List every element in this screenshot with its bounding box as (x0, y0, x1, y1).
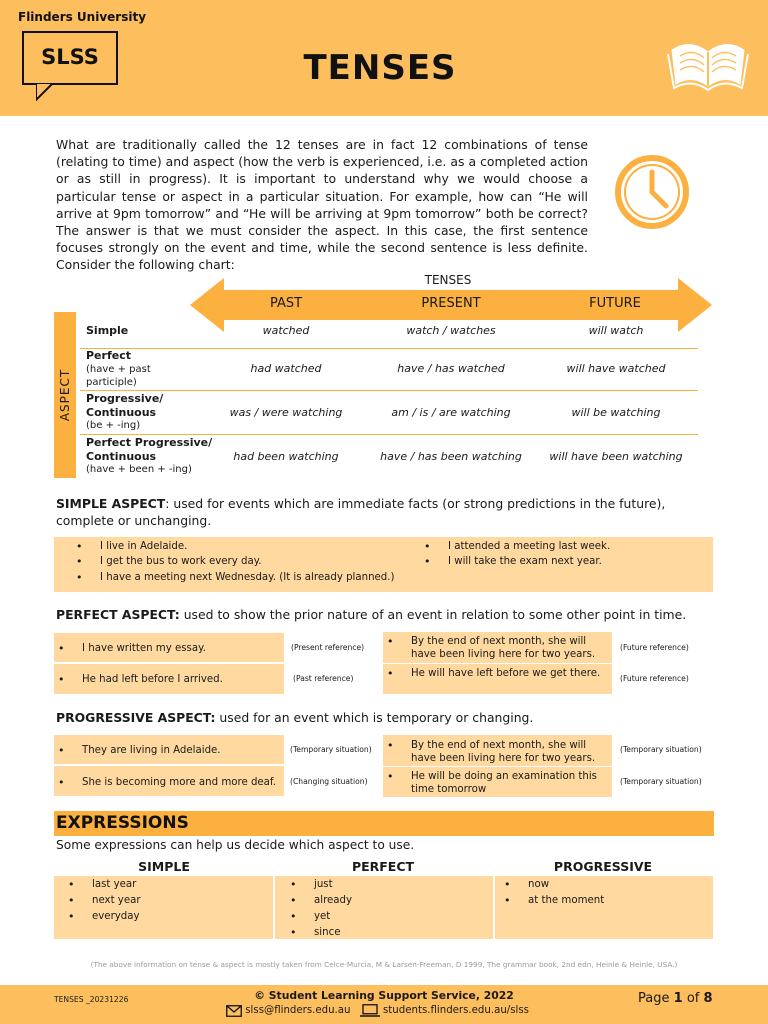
page-of: of (686, 991, 700, 1006)
reference-note: (Future reference) (620, 643, 689, 652)
list-item: • I will take the exam next year. (448, 555, 602, 568)
row-label-progressive-sub: (be + -ing) (86, 420, 141, 431)
reference-note: (Temporary situation) (620, 745, 702, 754)
reference-note: (Temporary situation) (290, 745, 372, 754)
page-title: TENSES (303, 48, 457, 88)
cell-perfect-past: had watched (250, 362, 322, 375)
perfect-aspect-heading (56, 607, 722, 624)
list-item: • They are living in Adelaide. (82, 744, 221, 757)
website-link[interactable]: students.flinders.edu.au/slss (383, 1005, 529, 1016)
cell-simple-future: will watch (588, 324, 644, 337)
page-header (0, 0, 768, 116)
list-item: • already (314, 894, 352, 907)
table-row-progressive (80, 391, 698, 435)
progressive-aspect-title: PROGRESSIVE ASPECT: (56, 710, 216, 725)
page-number (638, 991, 713, 1006)
page-total: 8 (703, 991, 713, 1006)
cell-perfect-progressive-present: have / has been watching (380, 450, 522, 463)
reference-note: (Temporary situation) (620, 777, 702, 786)
tenses-axis-label: TENSES (424, 273, 472, 287)
mail-icon (226, 1005, 242, 1017)
book-icon (666, 32, 750, 94)
cell-perfect-progressive-past: had been watching (233, 450, 339, 463)
reference-note: (Past reference) (293, 674, 354, 683)
list-item: • since (314, 926, 340, 939)
progressive-aspect-heading (56, 710, 722, 727)
list-item: • He had left before I arrived. (82, 673, 223, 686)
cell-perfect-future: will have watched (566, 362, 666, 375)
cell-progressive-present: am / is / are watching (391, 406, 511, 419)
row-label-perfect (86, 349, 198, 390)
list-item: • By the end of next month, she will have been living here for two years. (411, 635, 607, 661)
list-item: • I have a meeting next Wednesday. (It is already planned.) (100, 571, 394, 584)
laptop-icon (360, 1004, 380, 1017)
cell-simple-past: watched (262, 324, 310, 337)
expressions-title: EXPRESSIONS (56, 813, 189, 833)
reference-note: (Future reference) (620, 674, 689, 683)
intro-paragraph: What are traditionally called the 12 tenses are in fact 12 combinations of tense (relating to time) and aspect (how the verb is experienced, i.e. as a completed action or as still in progress). It is important to understand why we would choose a particular tense or aspect in a particular situation. For example, how can “He will arrive at 9pm tomorrow” and “He will be arriving at 9pm tomorrow” both be correct? The answer is that we must consider the aspect. In this case, the first sentence focuses strongly on the event and time, while the second sentence is less definite. Consider the following chart: (56, 137, 588, 273)
page-current: 1 (673, 991, 683, 1006)
list-item: • yet (314, 910, 330, 923)
aspect-axis-label: ASPECT (58, 368, 72, 422)
source-note: (The above information on tense & aspect is mostly taken from Celce-Murcia, M & Larsen-Freeman, D 1999, The grammar book, 2nd edn, Heinle & Heinle, USA.) (90, 960, 678, 969)
list-item: • at the moment (528, 894, 604, 907)
row-label-perfect-progressive-sub: (have + been + -ing) (86, 464, 192, 475)
row-label-perfect-sub: (have + past participle) (86, 363, 151, 388)
row-label-perfect-progressive (86, 436, 220, 477)
list-item: • next year (92, 894, 141, 907)
list-item: • everyday (92, 910, 140, 923)
list-item: • She is becoming more and more deaf. (82, 776, 276, 789)
row-label-perfect-name: Perfect (86, 349, 131, 362)
list-item: • I attended a meeting last week. (448, 540, 610, 553)
clock-icon (612, 152, 692, 232)
simple-aspect-title: SIMPLE ASPECT (56, 496, 166, 511)
list-item: • now (528, 878, 549, 891)
column-header-past: PAST (269, 296, 303, 311)
expressions-heading-perfect: PERFECT (351, 859, 415, 874)
column-header-present: PRESENT (421, 296, 481, 311)
email-link[interactable]: slss@flinders.edu.au (245, 1005, 351, 1016)
list-item: • He will be doing an examination this time tomorrow (411, 770, 607, 796)
cell-perfect-progressive-future: will have been watching (549, 450, 683, 463)
table-row-perfect (80, 349, 698, 391)
list-item: • last year (92, 878, 136, 891)
list-item: • By the end of next month, she will have been living here for two years. (411, 739, 611, 765)
perfect-aspect-text: used to show the prior nature of an event in relation to some other point in time. (179, 607, 687, 622)
simple-aspect-text: : used for events which are immediate facts (or strong predictions in the future), complete or unchanging. (56, 496, 666, 528)
list-item: • I live in Adelaide. (100, 540, 187, 553)
list-item: • just (314, 878, 333, 891)
row-label-simple: Simple (86, 324, 129, 337)
reference-note: (Present reference) (291, 643, 365, 652)
list-item: • I get the bus to work every day. (100, 555, 262, 568)
column-header-future: FUTURE (589, 296, 641, 311)
cell-simple-present: watch / watches (406, 324, 496, 337)
row-label-perfect-progressive-name: Perfect Progressive/ Continuous (86, 436, 213, 463)
row-label-progressive (86, 392, 186, 433)
university-name: Flinders University (18, 10, 147, 24)
table-row-simple (80, 316, 698, 349)
table-row-perfect-progressive (80, 435, 698, 479)
copyright-text: © Student Learning Support Service, 2022 (254, 989, 514, 1002)
row-label-progressive-name: Progressive/ Continuous (86, 392, 164, 419)
simple-aspect-heading (56, 496, 722, 529)
cell-progressive-past: was / were watching (229, 406, 343, 419)
cell-progressive-future: will be watching (571, 406, 661, 419)
page-word: Page (638, 991, 670, 1006)
expressions-intro: Some expressions can help us decide which aspect to use. (56, 838, 415, 852)
list-item: • He will have left before we get there. (411, 667, 607, 680)
expressions-heading-progressive: PROGRESSIVE (553, 859, 653, 874)
document-code: TENSES _20231226 (54, 995, 129, 1004)
expressions-bar (54, 811, 714, 836)
progressive-aspect-text: used for an event which is temporary or changing. (215, 710, 534, 725)
cell-perfect-present: have / has watched (397, 362, 505, 375)
page-footer (0, 985, 768, 1024)
expressions-box-perfect (275, 876, 493, 939)
reference-note: (Changing situation) (290, 777, 368, 786)
expressions-heading-simple: SIMPLE (138, 859, 190, 874)
expressions-box-simple (54, 876, 273, 939)
list-item: • I have written my essay. (82, 642, 206, 655)
slss-logo-text: SLSS (41, 45, 99, 69)
footer-contact (226, 1004, 529, 1017)
perfect-aspect-title: PERFECT ASPECT: (56, 607, 180, 622)
